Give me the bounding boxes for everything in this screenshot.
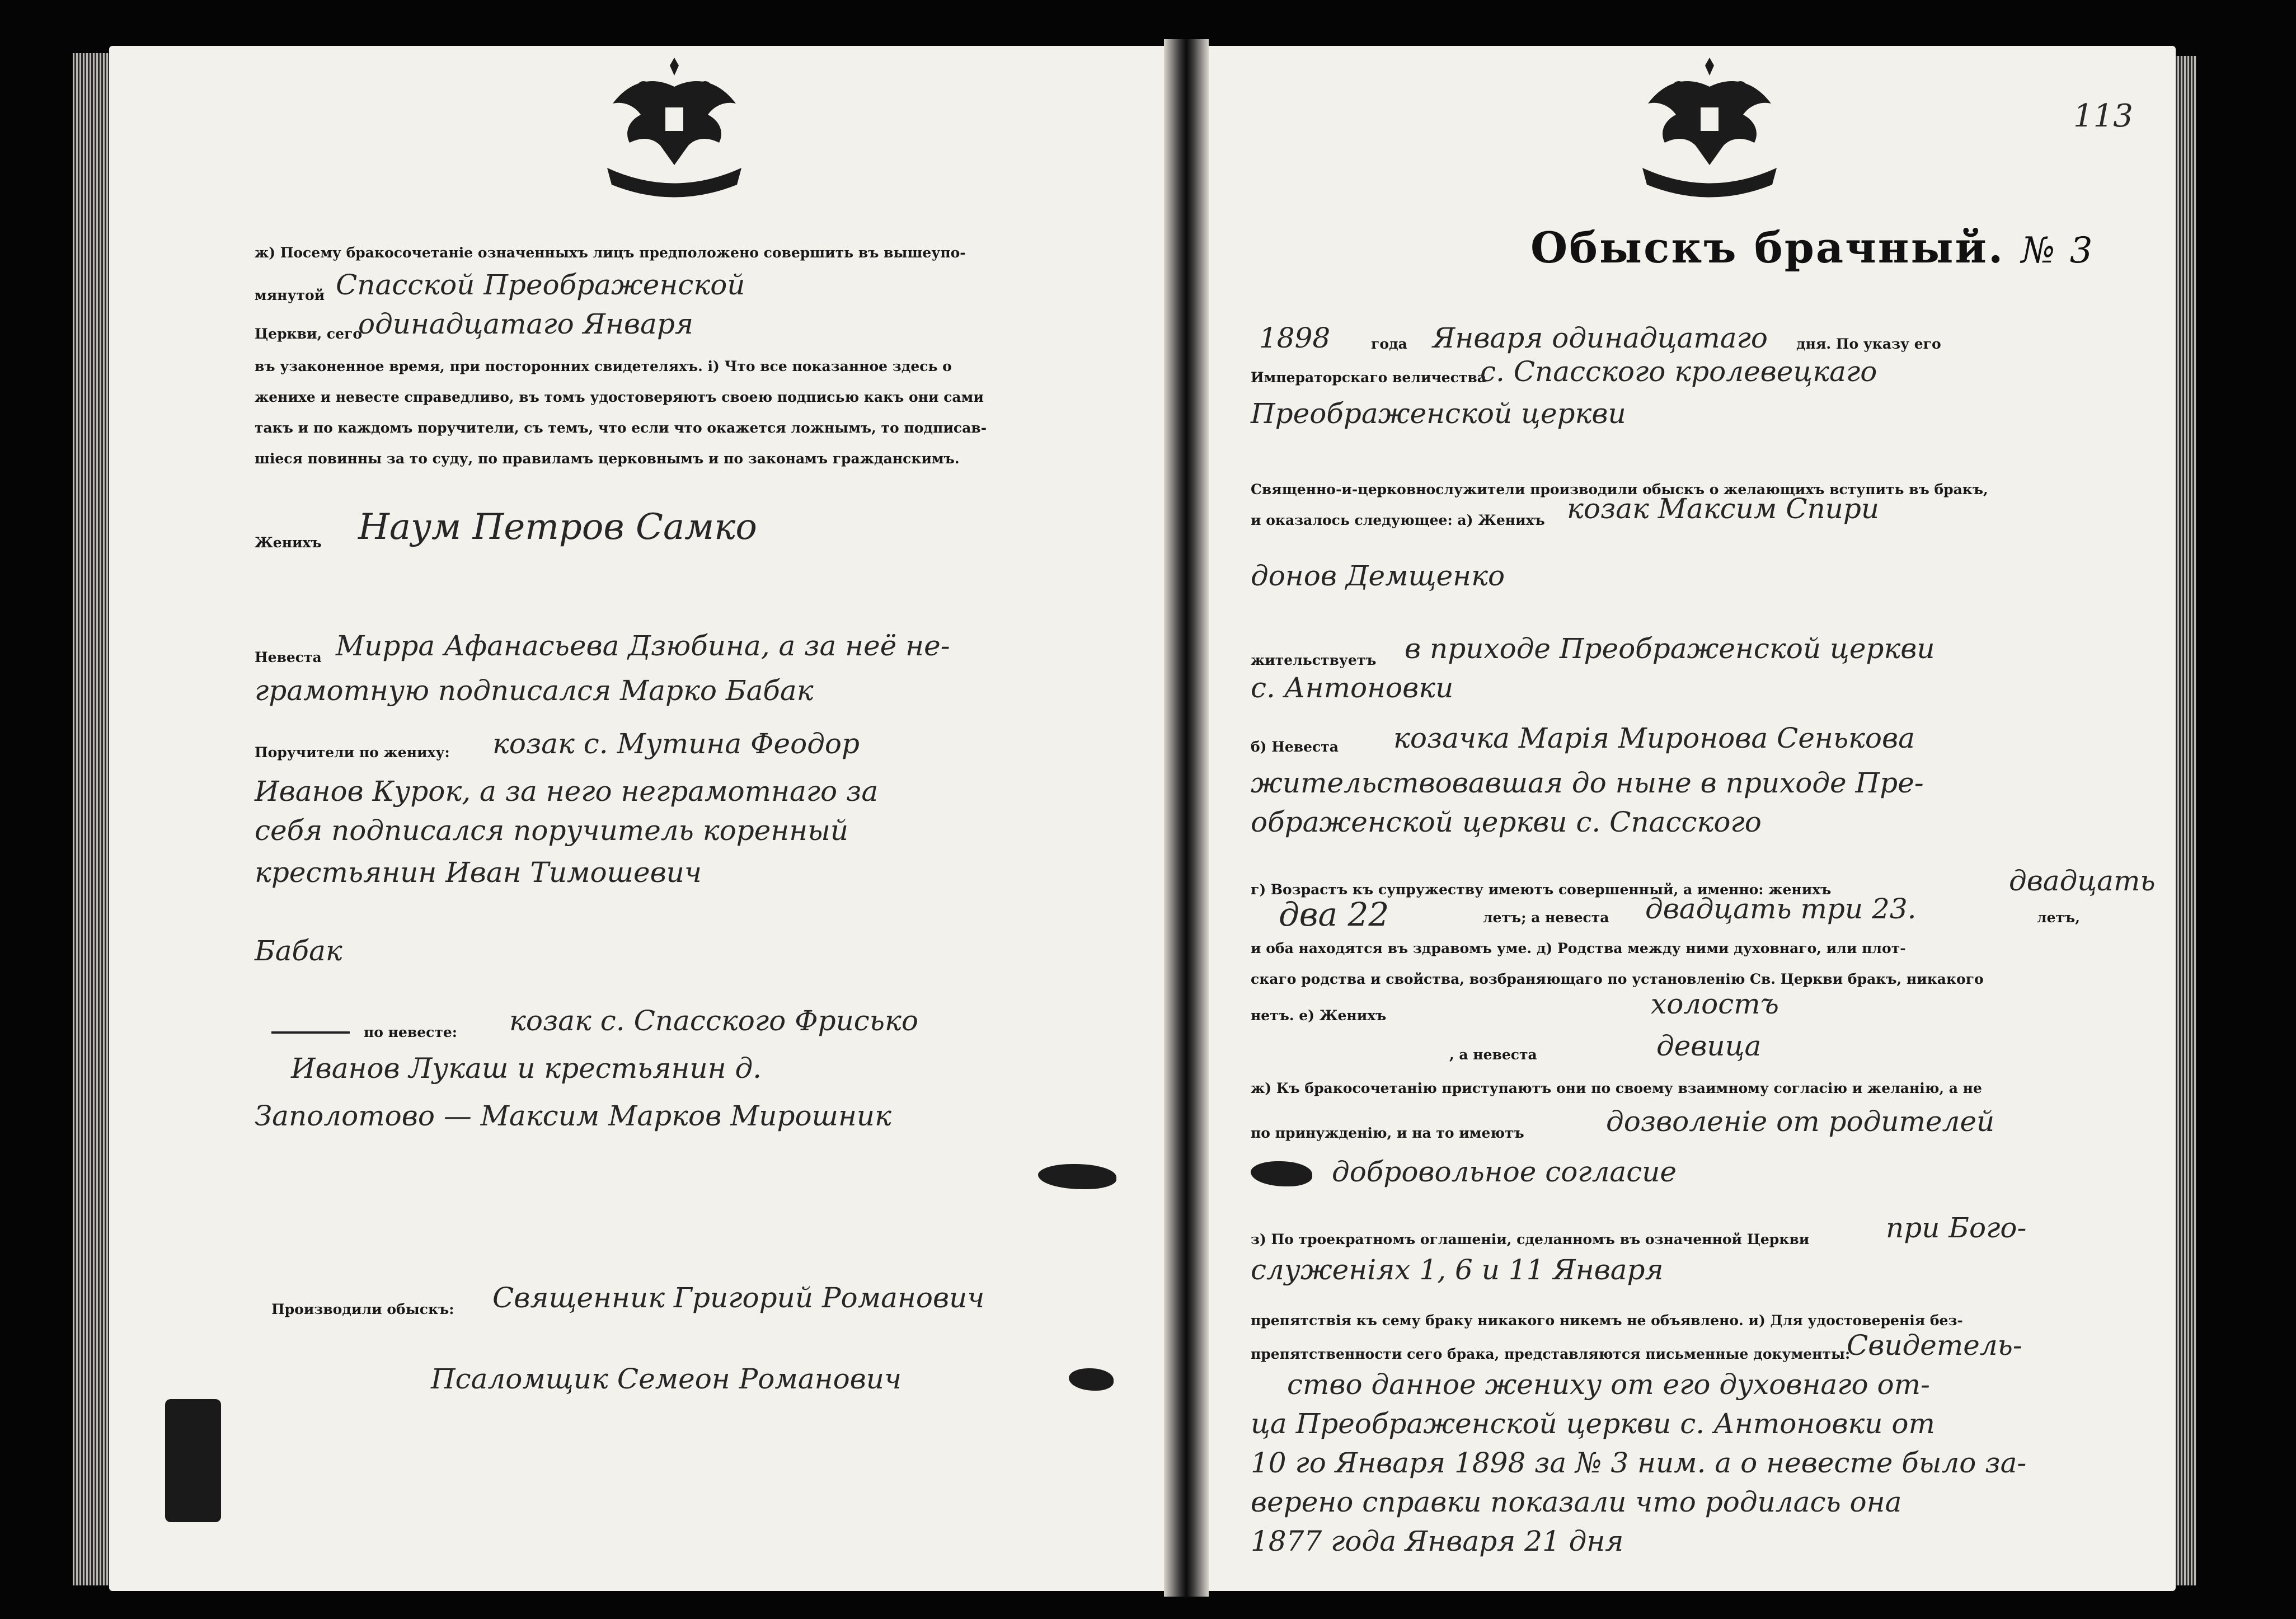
bride-status-handwriting: девица xyxy=(1656,1030,1762,1062)
bride-status-label: , а невеста xyxy=(1449,1047,1537,1063)
groom-age-handwriting-2: два 22 xyxy=(1279,895,1389,933)
guarantors-bride-handwriting-2: Иванов Лукаш и крестьянин д. xyxy=(291,1052,762,1085)
bride-age-handwriting: двадцать три 23. xyxy=(1645,893,1917,925)
years-label-1: летъ; а невеста xyxy=(1483,909,1609,926)
documents-handwriting-3: ца Преображенской церкви с. Антоновки от xyxy=(1251,1407,1935,1440)
banns-handwriting: при Бого- xyxy=(1886,1212,2027,1244)
groom-label: Женихъ xyxy=(255,534,322,551)
documents-handwriting-4: 10 го Января 1898 за № 3 ним. а о невесте было за- xyxy=(1251,1447,2027,1479)
bride-label: б) Невеста xyxy=(1251,739,1339,755)
page-number: 113 xyxy=(2073,98,2133,134)
wedding-line-1: ж) Посему бракосочетанiе означенныхъ лицъ предположено совершить въ вышеупо- xyxy=(255,245,966,261)
document-title xyxy=(1530,223,2094,273)
documents-handwriting-5: верено справки показали что родилась она xyxy=(1251,1486,1902,1518)
wedding-line-2-label: мянутой xyxy=(255,287,325,303)
binder-clip xyxy=(165,1399,221,1522)
guarantors-groom-handwriting-5: Бабак xyxy=(255,935,342,967)
documents-handwriting-2: ство данное жениху от его духовнаго от- xyxy=(1287,1368,1930,1401)
separator-dash xyxy=(271,1031,350,1034)
documents-handwriting-6: 1877 года Января 21 дня xyxy=(1251,1525,1624,1557)
groom-signature: Наум Петров Самко xyxy=(358,506,757,548)
age-line: г) Возрастъ къ супружеству имеютъ совершенный, а именно: женихъ xyxy=(1251,881,1832,898)
documents-handwriting-1: Свидетель- xyxy=(1847,1329,2022,1362)
kinship-line: скаго родства и свойства, возбраняющаго по установленiю Св. Церкви бракъ, никакого xyxy=(1251,971,1984,987)
church-label: Церкви, сего xyxy=(255,326,363,342)
guarantors-groom-handwriting-1: козак с. Мутина Феодор xyxy=(492,728,860,760)
witness-line-1: въ узаконенное время, при посторонних свидетеляхъ. i) Что все показанное здесь о xyxy=(255,358,952,374)
bride-handwriting-2: жительствовавшая до ныне в приходе Пре- xyxy=(1251,767,1924,799)
witness-line-3: такъ и по каждомъ поручители, съ темъ, что если что окажется ложнымъ, то подписав- xyxy=(255,420,987,436)
residence-handwriting-2: с. Антоновки xyxy=(1251,672,1454,704)
groom-handwriting-2: донов Демщенко xyxy=(1251,560,1505,592)
page-edge-left xyxy=(73,53,112,1585)
guarantors-groom-handwriting-4: крестьянин Иван Тимошевич xyxy=(255,856,702,889)
clergy-line: Священно-и-церковнослужители производили обыскъ о желающихъ вступить въ бракъ, xyxy=(1251,481,1988,498)
guarantors-bride-handwriting-3: Заполотово — Максим Марков Мирошник xyxy=(255,1100,891,1132)
book-gutter xyxy=(1164,39,1209,1597)
years-label-2: летъ, xyxy=(2037,909,2080,926)
banns-handwriting-2: служенiях 1, 6 и 11 Января xyxy=(1251,1254,1664,1286)
bride-signature-line-2: грамотную подписался Марко Бабак xyxy=(255,674,814,707)
intro-month-handwriting: Января одинадцатаго xyxy=(1433,322,1768,354)
page-edge-right xyxy=(2174,56,2196,1585)
net-line: нетъ. е) Женихъ xyxy=(1251,1007,1387,1024)
double-headed-eagle-emblem xyxy=(590,53,758,204)
groom-status-handwriting: холостъ xyxy=(1651,988,1779,1020)
impediment-line-2: препятственности сего брака, представляются письменные документы: xyxy=(1251,1346,1851,1362)
wedding-date-handwriting: одинадцатаго Января xyxy=(358,308,693,340)
residence-label: жительствуетъ xyxy=(1251,652,1377,668)
year-handwriting: 1898 xyxy=(1259,322,1331,354)
witness-line-4: шiеся повинны за то суду, по правиламъ церковнымъ и по законамъ гражданскимъ. xyxy=(255,450,960,467)
banns-line: з) По троекратномъ оглашенiи, сделанномъ въ означенной Церкви xyxy=(1251,1231,1810,1247)
bride-handwriting-3: ображенской церкви с. Спасского xyxy=(1251,806,1762,838)
bride-label: Невеста xyxy=(255,649,322,665)
consent-line-2: по принужденiю, и на то имеютъ xyxy=(1251,1125,1524,1141)
bride-handwriting-1: козачка Марiя Миронова Сенькова xyxy=(1393,722,1915,754)
impediment-line: препятствiя къ сему браку никакого никемъ не объявлено. и) Для удостоверенiя без- xyxy=(1251,1312,1963,1329)
guarantors-bride-handwriting-1: козак с. Спасского Фрисько xyxy=(509,1005,918,1037)
groom-age-handwriting: двадцать xyxy=(2009,865,2156,897)
double-headed-eagle-emblem xyxy=(1626,53,1793,204)
found-line: и оказалось следующее: а) Женихъ xyxy=(1251,512,1545,528)
title-text: Обыскъ брачный. xyxy=(1530,223,2005,273)
intro-year-label: года xyxy=(1371,336,1407,352)
groom-handwriting-1: козак Максим Спири xyxy=(1567,492,1880,525)
parents-handwriting: дозволенiе от родителей xyxy=(1606,1105,1995,1138)
bride-signature-line-1: Мирра Афанасьева Дзюбина, а за неё не- xyxy=(336,630,950,662)
health-line: и оба находятся въ здравомъ уме. д) Родства между ними духовнаго, или плот- xyxy=(1251,940,1906,956)
guarantors-groom-handwriting-3: себя подписался поручитель коренный xyxy=(255,814,849,847)
guarantors-bride-label: по невесте: xyxy=(364,1024,458,1040)
parish-handwriting-1: с. Спасского кролевецкаго xyxy=(1480,355,1877,388)
investigators-handwriting-2: Псаломщик Семеон Романович xyxy=(431,1363,902,1395)
residence-handwriting-1: в приходе Преображенской церкви xyxy=(1405,632,1935,665)
intro-decree-line: дня. По указу его xyxy=(1796,336,1941,352)
parish-handwriting-2: Преображенской церкви xyxy=(1251,397,1626,430)
record-number: № 3 xyxy=(2021,230,2095,271)
guarantors-groom-label: Поручители по жениху: xyxy=(255,744,450,761)
wedding-place-handwriting: Спасской Преображенской xyxy=(336,269,745,301)
witness-line-2: женихе и невесте справедливо, въ томъ удостоверяютъ своею подписью какъ они сами xyxy=(255,389,984,405)
consent-line: ж) Къ бракосочетанiю приступаютъ они по своему взаимному согласiю и желанiю, а не xyxy=(1251,1080,1982,1096)
guarantors-groom-handwriting-2: Иванов Курок, а за него неграмотнаго за xyxy=(255,775,879,808)
intro-majesty-line: Императорскаго величества xyxy=(1251,369,1486,386)
parents-handwriting-2: добровольное согласие xyxy=(1332,1156,1677,1188)
investigators-handwriting-1: Священник Григорий Романович xyxy=(492,1282,985,1314)
investigators-label: Производили обыскъ: xyxy=(271,1301,454,1317)
